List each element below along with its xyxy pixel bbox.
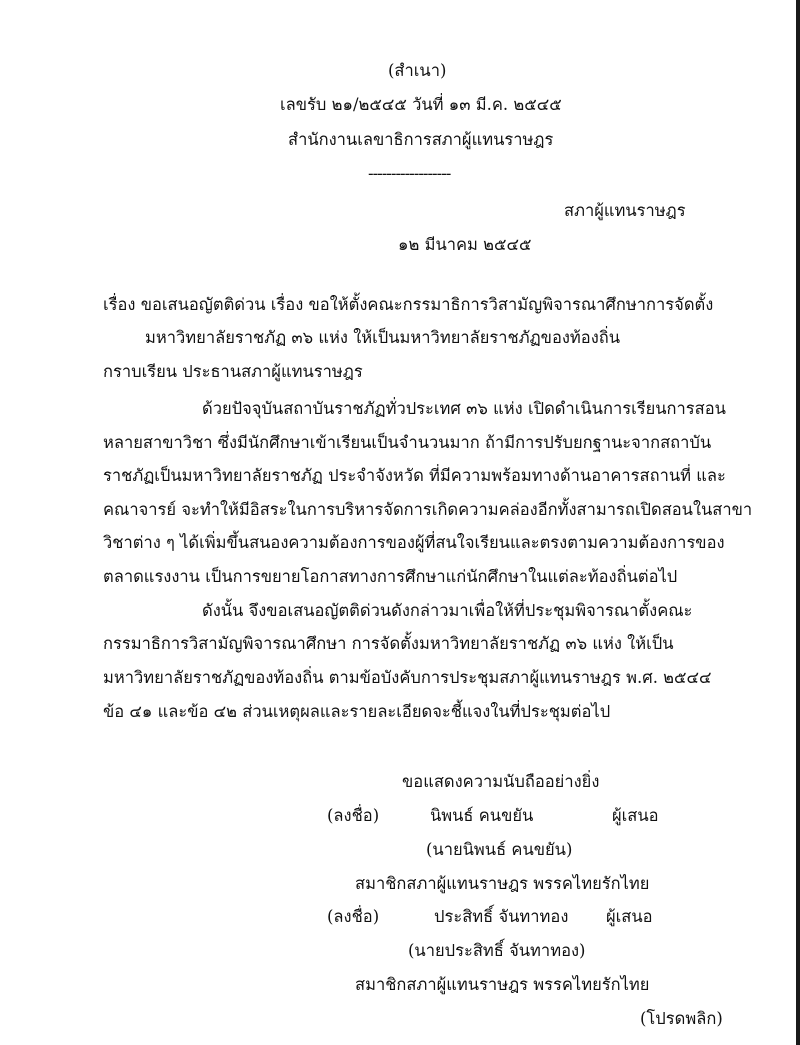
header-separator: ------------------ bbox=[368, 164, 451, 183]
signer-role: ผู้เสนอ bbox=[612, 806, 659, 825]
body-line: ตลาดแรงงาน เป็นการขยายโอกาสทางการศึกษาแก่นักศึกษาในแต่ละท้องถิ่นต่อไป bbox=[103, 567, 678, 586]
signer-position: สมาชิกสภาผู้แทนราษฎร พรรคไทยรักไทย bbox=[355, 874, 650, 893]
closing: ขอแสดงความนับถืออย่างยิ่ง bbox=[402, 772, 600, 791]
copy-mark: (สำเนา) bbox=[388, 61, 447, 80]
body-line: ข้อ ๔๑ และข้อ ๔๒ ส่วนเหตุผลและรายละเอียดจะชี้แจงในที่ประชุมต่อไป bbox=[103, 702, 611, 721]
body-line: ราชภัฏเป็นมหาวิทยาลัยราชภัฏ ประจำจังหวัด ที่มีความพร้อมทางด้านอาคารสถานที่ และ bbox=[103, 466, 726, 485]
subject-line-2: มหาวิทยาลัยราชภัฏ ๓๖ แห่ง ให้เป็นมหาวิทยาลัยราชภัฏของท้องถิ่น bbox=[145, 328, 621, 347]
receipt-line: เลขรับ ๒๑/๒๕๔๕ วันที่ ๑๓ มี.ค. ๒๕๔๕ bbox=[280, 95, 562, 114]
sign-label: (ลงชื่อ) bbox=[327, 907, 380, 926]
sign-label: (ลงชื่อ) bbox=[327, 806, 380, 825]
salutation: กราบเรียน ประธานสภาผู้แทนราษฎร bbox=[103, 362, 363, 381]
scan-edge bbox=[796, 0, 800, 1045]
signature: นิพนธ์ คนขยัน bbox=[430, 806, 534, 825]
office-name: สำนักงานเลขาธิการสภาผู้แทนราษฎร bbox=[288, 130, 554, 149]
signer-full-name: (นายนิพนธ์ คนขยัน) bbox=[426, 840, 573, 859]
signer-full-name: (นายประสิทธิ์ จันทาทอง) bbox=[408, 941, 586, 960]
signature: ประสิทธิ์ จันทาทอง bbox=[434, 907, 569, 926]
letter-date: ๑๒ มีนาคม ๒๕๔๕ bbox=[398, 235, 532, 254]
body-line: ด้วยปัจจุบันสถาบันราชภัฏทั่วประเทศ ๓๖ แห่ง เปิดดำเนินการเรียนการสอน bbox=[202, 399, 726, 418]
turn-over-note: (โปรดพลิก) bbox=[640, 1009, 723, 1028]
signer-role: ผู้เสนอ bbox=[606, 907, 653, 926]
body-line: ดังนั้น จึงขอเสนอญัตติด่วนดังกล่าวมาเพื่อให้ที่ประชุมพิจารณาตั้งคณะ bbox=[202, 601, 693, 620]
body-line: มหาวิทยาลัยราชภัฏของท้องถิ่น ตามข้อบังคับการประชุมสภาผู้แทนราษฎร พ.ศ. ๒๕๔๔ bbox=[103, 668, 712, 687]
body-line: คณาจารย์ จะทำให้มีอิสระในการบริหารจัดการเกิดความคล่องอีกทั้งสามารถเปิดสอนในสาขา bbox=[103, 500, 753, 519]
subject-line-1: เรื่อง ขอเสนอญัตติด่วน เรื่อง ขอให้ตั้งคณะกรรมาธิการวิสามัญพิจารณาศึกษาการจัดตั้ง bbox=[103, 295, 714, 314]
body-line: วิชาต่าง ๆ ได้เพิ่มขึ้นสนองความต้องการของผู้ที่สนใจเรียนและตรงตามความต้องการของ bbox=[103, 533, 725, 552]
signer-position: สมาชิกสภาผู้แทนราษฎร พรรคไทยรักไทย bbox=[355, 975, 650, 994]
body-line: หลายสาขาวิชา ซึ่งมีนักศึกษาเข้าเรียนเป็นจำนวนมาก ถ้ามีการปรับยกฐานะจากสถาบัน bbox=[103, 433, 712, 452]
body-line: กรรมาธิการวิสามัญพิจารณาศึกษา การจัดตั้งมหาวิทยาลัยราชภัฏ ๓๖ แห่ง ให้เป็น bbox=[103, 634, 674, 653]
sender-org: สภาผู้แทนราษฎร bbox=[564, 201, 686, 220]
